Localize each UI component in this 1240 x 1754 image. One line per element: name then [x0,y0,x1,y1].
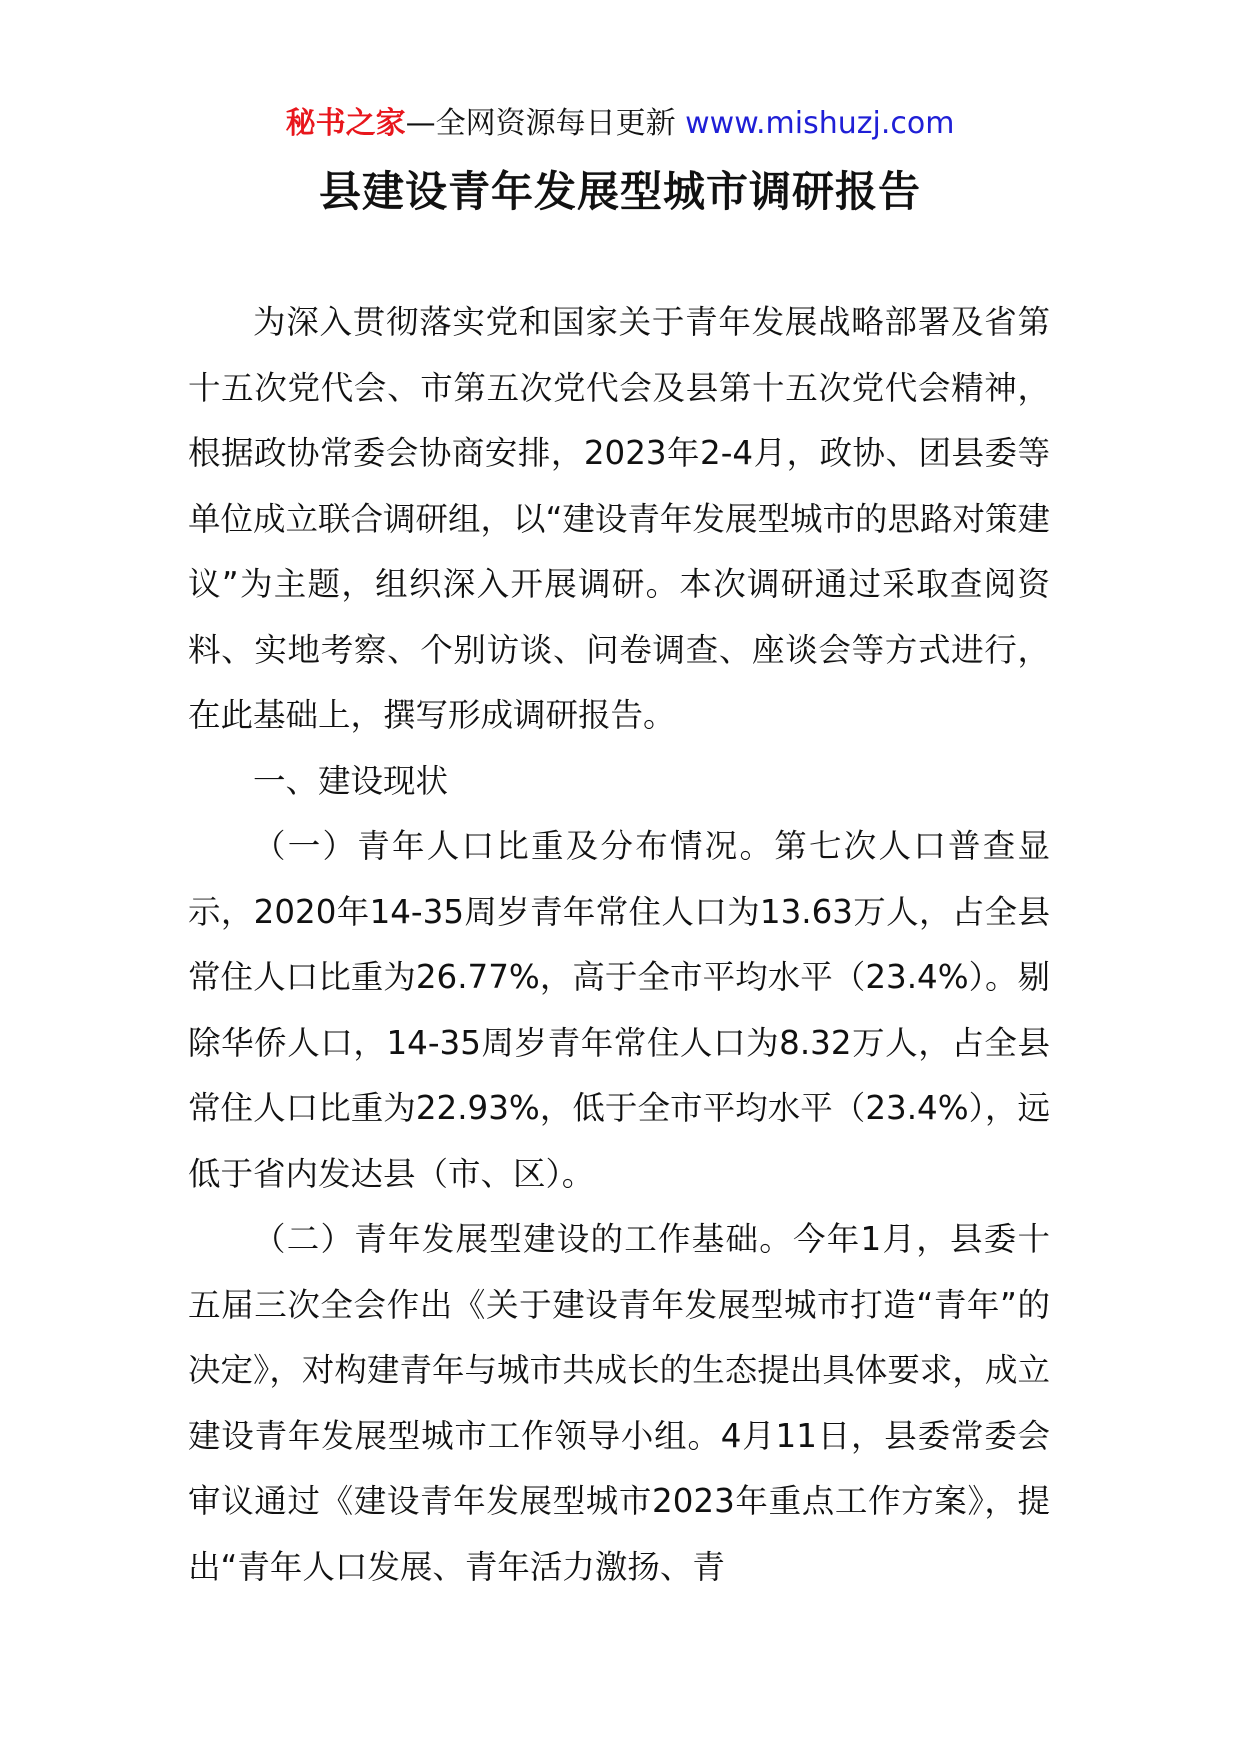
document-title: 县建设青年发展型城市调研报告 [318,167,921,216]
site-tagline: —全网资源每日更新 [405,106,676,141]
site-brand: 秘书之家 [285,106,406,141]
document-body [188,290,1050,1600]
site-header [0,102,1240,146]
paragraph-intro: 为深入贯彻落实党和国家关于青年发展战略部署及省第十五次党代会、市第五次党代会及县第十五次党代会精神，根据政协常委会协商安排，2023年2-4月，政协、团县委等单位成立联合调研组，以“建设青年发展型城市的思路对策建议”为主题，组织深入开展调研。本次调研通过采取查阅资料、实地考察、个别访谈、问卷调查、座谈会等方式进行，在此基础上，撰写形成调研报告。 [188,303,1050,734]
site-url-link[interactable]: www.mishuzj.com [685,106,955,141]
section-heading-status: 一、建设现状 [253,761,449,800]
paragraph-youth-population: （一）青年人口比重及分布情况。第七次人口普查显示，2020年14-35周岁青年常住人口为13.63万人，占全县常住人口比重为26.77%，高于全市平均水平（23.4%）。剔除华侨人口，14-35周岁青年常住人口为8.32万人，占全县常住人口比重为22.93%，低于全市平均水平（23.4%），远低于省内发达县（市、区）。 [188,827,1050,1193]
paragraph-work-foundation: （二）青年发展型建设的工作基础。今年1月，县委十五届三次全会作出《关于建设青年发展型城市打造“青年”的决定》，对构建青年与城市共成长的生态提出具体要求，成立建设青年发展型城市工作领导小组。4月11日，县委常委会审议通过《建设青年发展型城市2023年重点工作方案》，提出“青年人口发展、青年活力激扬、青 [188,1220,1050,1586]
